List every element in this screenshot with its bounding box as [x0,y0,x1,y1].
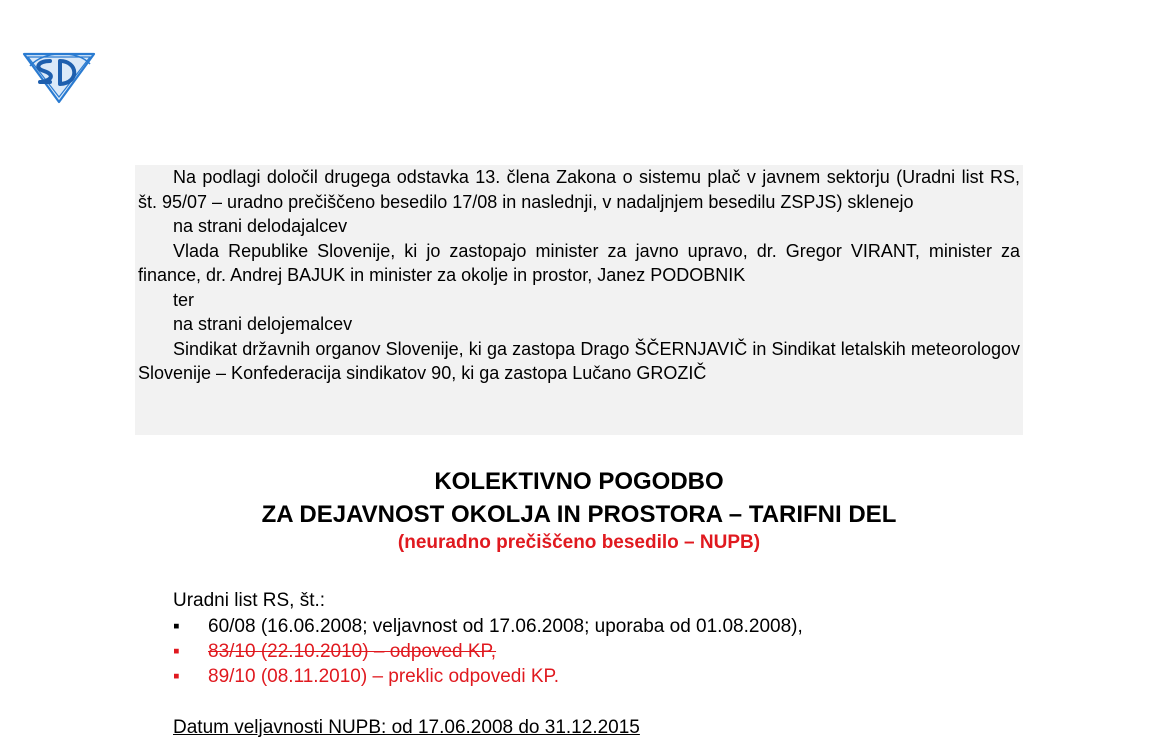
intro-employees-side: na strani delojemalcev [173,314,353,334]
reference-item [173,614,803,639]
document-title-line-1: KOLEKTIVNO POGODBO [434,468,724,495]
validity-date: Datum veljavnosti NUPB: od 17.06.2008 do 31.12.2015 [173,717,640,738]
uradni-list-references [173,614,803,689]
document-title-line-2: ZA DEJAVNOST OKOLJA IN PROSTORA – TARIFNI DEL [261,501,897,528]
intro-employers-side: na strani delodajalcev [173,216,348,236]
reference-item-revoked [173,639,803,664]
document-subtitle: (neuradno prečiščeno besedilo – NUPB) [397,532,761,553]
square-bullet-icon: ▪ [173,666,180,687]
intro-ter: ter [173,289,195,310]
square-bullet-icon: ▪ [173,641,180,662]
sd-shield-logo-icon [20,46,98,106]
intro-unions-party: Sindikat državnih organov Slovenije, ki ga zastopa Drago ŠČERNJAVIČ in Sindikat letalskih meteorologov Slovenije – Konfederacija sindikatov 90, ki ga zastopa Lučano GROZIČ [138,338,1020,383]
intro-paragraph-legal-basis: Na podlagi določil drugega odstavka 13. člena Zakona o sistemu plač v javnem sektorju (Uradni list RS, št. 95/07 – uradno prečiščeno besedilo 17/08 in naslednji, v nadaljnjem besedilu ZSPJS) sklenejo [138,167,1020,212]
reference-item [173,664,803,689]
intro-section [135,165,1023,435]
square-bullet-icon: ▪ [173,616,180,637]
reference-text: 83/10 (22.10.2010) – odpoved KP, [208,641,497,662]
reference-text: 89/10 (08.11.2010) – preklic odpovedi KP. [208,666,560,687]
reference-text: 60/08 (16.06.2008; veljavnost od 17.06.2008; uporaba od 01.08.2008), [208,616,803,637]
intro-government-party: Vlada Republike Slovenije, ki jo zastopajo minister za javno upravo, dr. Gregor VIRANT, minister za finance, dr. Andrej BAJUK in minister za okolje in prostor, Janez PODOBNIK [138,240,1020,285]
uradni-list-heading: Uradni list RS, št.: [173,590,326,611]
